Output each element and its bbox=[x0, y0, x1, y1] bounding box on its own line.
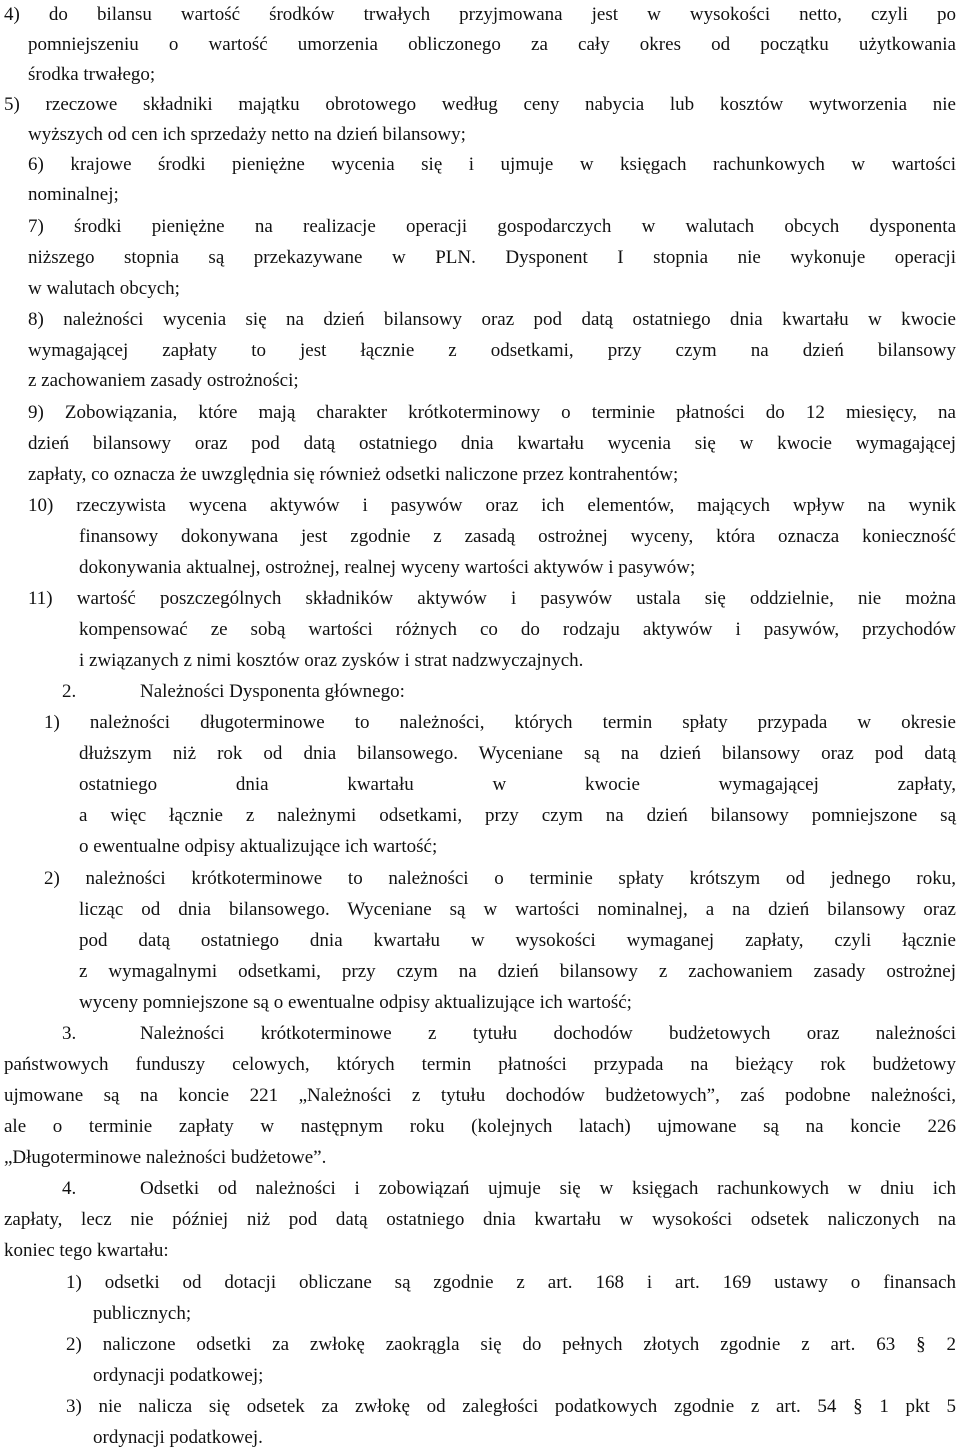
text-line: niższego stopnia są przekazywane w PLN. Dysponent I stopnia nie wykonuje operacji bbox=[28, 247, 956, 268]
text-line: 11) wartość poszczególnych składników aktywów i pasywów ustala się oddzielnie, nie można bbox=[28, 588, 956, 609]
text-line: dłuższym niż rok od dnia bilansowego. Wyceniane są na dzień bilansowy oraz pod datą bbox=[79, 743, 956, 764]
text-line: 9) Zobowiązania, które mają charakter krótkoterminowy o terminie płatności do 12 miesięcy, na bbox=[28, 402, 956, 423]
text-line: 4) do bilansu wartość środków trwałych przyjmowana jest w wysokości netto, czyli po bbox=[4, 4, 956, 25]
section-number: 2. bbox=[62, 681, 77, 702]
text-line: Należności krótkoterminowe z tytułu dochodów budżetowych oraz należności bbox=[140, 1023, 956, 1044]
text-line: 2) należności krótkoterminowe to należności o terminie spłaty krótszym od jednego roku, bbox=[44, 868, 956, 889]
text-line: o ewentualne odpisy aktualizujące ich wartość; bbox=[79, 836, 438, 857]
text-line: dzień bilansowy oraz pod datą ostatniego dnia kwartału wycenia się w kwocie wymagającej bbox=[28, 433, 956, 454]
text-line: kompensować ze sobą wartości różnych co do rodzaju aktywów i pasywów, przychodów bbox=[79, 619, 956, 640]
text-line: środka trwałego; bbox=[28, 64, 156, 85]
text-line: dokonywania aktualnej, ostrożnej, realnej wyceny wartości aktywów i pasywów; bbox=[79, 557, 696, 578]
text-line: z wymagalnymi odsetkami, przy czym na dzień bilansowy z zachowaniem zasady ostrożnej bbox=[79, 961, 956, 982]
text-line: ordynacji podatkowej. bbox=[93, 1427, 263, 1448]
section-number: 4. bbox=[62, 1178, 77, 1199]
text-line: 1) odsetki od dotacji obliczane są zgodnie z art. 168 i art. 169 ustawy o finansach bbox=[66, 1272, 956, 1293]
text-line: w walutach obcych; bbox=[28, 278, 180, 299]
text-line: ale o terminie zapłaty w następnym roku (kolejnych latach) ujmowane są na koncie 226 bbox=[4, 1116, 956, 1137]
text-line: pomniejszeniu o wartość umorzenia obliczonego za cały okres od początku użytkowania bbox=[28, 34, 956, 55]
section-number: 3. bbox=[62, 1023, 77, 1044]
text-line: 6) krajowe środki pieniężne wycenia się i ujmuje w księgach rachunkowych w wartości bbox=[28, 154, 956, 175]
text-line: wymagającej zapłaty to jest łącznie z odsetkami, przy czym na dzień bilansowy bbox=[28, 340, 956, 361]
text-line: koniec tego kwartału: bbox=[4, 1240, 169, 1261]
text-line: 2) naliczone odsetki za zwłokę zaokrągla się do pełnych złotych zgodnie z art. 63 § 2 bbox=[66, 1334, 956, 1355]
text-line: 3) nie nalicza się odsetek za zwłokę od zaległości podatkowych zgodnie z art. 54 § 1 pkt 5 bbox=[66, 1396, 956, 1417]
text-line: ostatniego dnia kwartału w kwocie wymagającej zapłaty, bbox=[79, 774, 956, 795]
text-line: 10) rzeczywista wycena aktywów i pasywów oraz ich elementów, mających wpływ na wynik bbox=[28, 495, 956, 516]
text-line: 1) należności długoterminowe to należności, których termin spłaty przypada w okresie bbox=[44, 712, 956, 733]
text-line: nominalnej; bbox=[28, 184, 119, 205]
text-line: a więc łącznie z należnymi odsetkami, przy czym na dzień bilansowy pomniejszone są bbox=[79, 805, 956, 826]
text-line: publicznych; bbox=[93, 1303, 192, 1324]
text-line: 5) rzeczowe składniki majątku obrotowego według ceny nabycia lub kosztów wytworzenia nie bbox=[4, 94, 956, 115]
text-line: ujmowane są na koncie 221 „Należności z tytułu dochodów budżetowych”, zaś podobne należności, bbox=[4, 1085, 956, 1106]
section-heading: Należności Dysponenta głównego: bbox=[140, 681, 405, 702]
text-line: „Długoterminowe należności budżetowe”. bbox=[4, 1147, 327, 1168]
text-line: wyceny pomniejszone są o ewentualne odpisy aktualizujące ich wartość; bbox=[79, 992, 632, 1013]
text-line: Odsetki od należności i zobowiązań ujmuje się w księgach rachunkowych w dniu ich bbox=[140, 1178, 956, 1199]
text-line: 8) należności wycenia się na dzień bilansowy oraz pod datą ostatniego dnia kwartału w kwocie bbox=[28, 309, 956, 330]
text-line: i związanych z nimi kosztów oraz zysków i strat nadzwyczajnych. bbox=[79, 650, 584, 671]
text-line: z zachowaniem zasady ostrożności; bbox=[28, 370, 299, 391]
text-line: państwowych funduszy celowych, których termin płatności przypada na bieżący rok budżetowy bbox=[4, 1054, 956, 1075]
text-line: wyższych od cen ich sprzedaży netto na dzień bilansowy; bbox=[28, 124, 466, 145]
text-line: pod datą ostatniego dnia kwartału w wysokości wymaganej zapłaty, czyli łącznie bbox=[79, 930, 956, 951]
text-line: licząc od dnia bilansowego. Wyceniane są w wartości nominalnej, a na dzień bilansowy oraz bbox=[79, 899, 956, 920]
text-line: 7) środki pieniężne na realizacje operacji gospodarczych w walutach obcych dysponenta bbox=[28, 216, 956, 237]
text-line: finansowy dokonywana jest zgodnie z zasadą ostrożnej wyceny, która oznacza konieczność bbox=[79, 526, 956, 547]
text-line: zapłaty, lecz nie później niż pod datą ostatniego dnia kwartału w wysokości odsetek naliczonych na bbox=[4, 1209, 956, 1230]
text-line: zapłaty, co oznacza że uwzględnia się również odsetki naliczone przez kontrahentów; bbox=[28, 464, 679, 485]
text-line: ordynacji podatkowej; bbox=[93, 1365, 264, 1386]
